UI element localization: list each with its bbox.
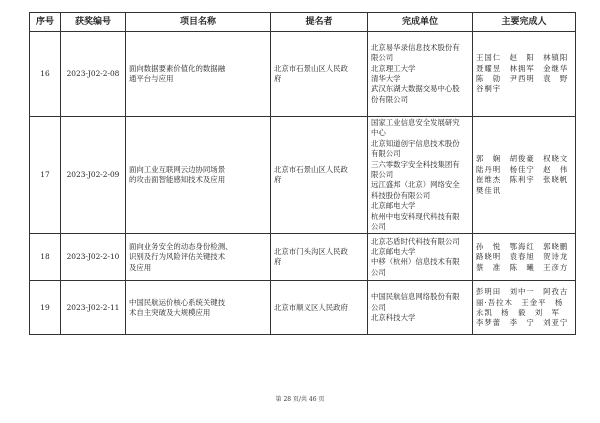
unit-cell-line: 有限公司 — [371, 149, 401, 159]
unit-cell-line: 科技股份有限公司 — [371, 190, 431, 200]
award-no-cell: 2023-J02-2-10 — [61, 234, 126, 281]
contributors-cell-line: 崔维杰 陈利宇 张晓帆 — [476, 175, 569, 185]
unit-cell-line: 北京理工大学 — [371, 63, 416, 73]
header-nominator: 提名者 — [271, 13, 368, 32]
unit-cell-line: 武汉东湖大数据交易中心股 — [371, 84, 460, 94]
nominator-cell-line: 北京市石景山区人民政 — [274, 164, 348, 174]
header-completing-unit: 完成单位 — [368, 13, 473, 32]
unit-cell-line: 公司 — [371, 222, 386, 232]
table-row — [30, 281, 576, 335]
nominator-cell-line: 府 — [274, 257, 282, 267]
contributors-cell — [473, 281, 576, 335]
unit-cell — [368, 117, 473, 234]
unit-cell-line: 北京邮电大学 — [371, 247, 416, 257]
contributors-cell-line: 聂耀昱 林拥军 金继华 — [476, 63, 569, 73]
award-no-cell: 2023-J02-2-08 — [61, 32, 126, 117]
awards-table — [29, 12, 576, 335]
unit-cell-line: 清华大学 — [371, 74, 401, 83]
contributors-cell-line: 永凯 杨 毅 刘 军 — [476, 307, 560, 317]
project-name-cell — [126, 281, 271, 335]
project-name-cell-line: 面向工业互联网云边协同场景 — [129, 164, 226, 174]
header-main-contributors: 主要完成人 — [473, 13, 576, 32]
contributors-cell — [473, 32, 576, 117]
contributors-cell-line: 丽·吾拉木 王金平 杨 — [476, 297, 564, 307]
unit-cell-line: 中移（杭州）信息技术有限 — [371, 257, 460, 267]
contributors-cell-line: 陆丹明 杨佳宁 赵 伟 — [476, 164, 569, 174]
unit-cell-line: 杭州中电安科现代科技有限 — [371, 211, 460, 221]
unit-cell-line: 份有限公司 — [371, 94, 408, 104]
seq-cell: 16 — [30, 32, 61, 117]
unit-cell-line: 公司 — [371, 302, 386, 312]
award-no-cell: 2023-J02-2-11 — [61, 281, 126, 335]
page-footer: 第 28 页/共 46 页 — [275, 396, 325, 403]
project-name-cell-line: 通平台与应用 — [129, 74, 174, 83]
unit-cell-line: 国家工业信息安全发展研究 — [371, 118, 460, 127]
project-name-cell-line: 中国民航运价核心系统关键技 — [129, 297, 226, 307]
unit-cell-line: 远江盛邦（北京）网络安全 — [371, 180, 460, 190]
nominator-cell-line: 府 — [274, 74, 282, 83]
contributors-cell-line: 孙 悦 鄂海红 郭晓鹏 — [476, 241, 569, 251]
nominator-cell — [271, 117, 368, 234]
unit-cell-line: 北京科技大学 — [371, 313, 416, 323]
header-award-no: 获奖编号 — [61, 13, 126, 32]
nominator-cell-line: 府 — [274, 175, 282, 185]
unit-cell-line: 中心 — [371, 128, 386, 138]
nominator-cell-line: 北京市门头沟区人民政 — [274, 247, 348, 257]
contributors-cell-line: 樊佳讯 — [476, 185, 502, 195]
unit-cell — [368, 32, 473, 117]
unit-cell-line: 北京邮电大学 — [371, 201, 416, 211]
contributors-cell-line: 陈 勍 尹西明 袁 野 — [476, 74, 569, 83]
table-row — [30, 32, 576, 117]
project-name-cell-line: 及应用 — [129, 262, 152, 272]
unit-cell — [368, 281, 473, 335]
project-name-cell-line: 面向数据要素价值化的数据融 — [129, 63, 226, 73]
unit-cell-line: 限公司 — [371, 170, 394, 180]
contributors-cell-line: 蔡 准 陈 曦 王彦方 — [476, 262, 569, 272]
unit-cell — [368, 234, 473, 281]
nominator-cell — [271, 234, 368, 281]
project-name-cell-line: 面向业务安全的动态身份检测、 — [129, 241, 233, 251]
contributors-cell-line: 彭明田 刘中一 阿孜古 — [476, 287, 569, 297]
project-name-cell-line: 识别及行为风险评估关键技术 — [129, 252, 226, 262]
project-name-cell-line: 术自主突破及大规模应用 — [129, 307, 211, 317]
unit-cell-line: 三六零数字安全科技集团有 — [371, 159, 460, 169]
contributors-cell-line: 路晓明 袁春旭 贺诗龙 — [476, 252, 569, 262]
header-project-name: 项目名称 — [126, 13, 271, 32]
nominator-cell — [271, 32, 368, 117]
contributors-cell-line: 谷桐宇 — [476, 84, 502, 94]
unit-cell-line: 中国民航信息网络股份有限 — [371, 292, 460, 302]
award-no-cell: 2023-J02-2-09 — [61, 117, 126, 234]
unit-cell-line: 限公司 — [371, 53, 394, 63]
table-header-row — [30, 13, 576, 32]
project-name-cell — [126, 32, 271, 117]
project-name-cell — [126, 117, 271, 234]
header-seq: 序号 — [30, 13, 61, 32]
contributors-cell — [473, 117, 576, 234]
seq-cell: 19 — [30, 281, 61, 335]
contributors-cell-line: 李梦蕾 李 宁 刘亚宁 — [476, 318, 569, 328]
project-name-cell-line: 的攻击面智能感知技术及应用 — [129, 175, 226, 185]
unit-cell-line: 公司 — [371, 267, 386, 277]
unit-cell-line: 北京知道创宇信息技术股份 — [371, 138, 460, 148]
unit-cell-line: 北京芯盾时代科技有限公司 — [371, 236, 460, 246]
project-name-cell — [126, 234, 271, 281]
nominator-cell-line: 北京市石景山区人民政 — [274, 63, 348, 73]
contributors-cell-line: 郭 娴 胡俊豪 权晓文 — [476, 154, 569, 164]
contributors-cell — [473, 234, 576, 281]
nominator-cell-line: 北京市顺义区人民政府 — [274, 302, 348, 312]
seq-cell: 18 — [30, 234, 61, 281]
seq-cell: 17 — [30, 117, 61, 234]
table-row — [30, 234, 576, 281]
unit-cell-line: 北京易华录信息技术股份有 — [371, 42, 460, 52]
nominator-cell — [271, 281, 368, 335]
table-row — [30, 117, 576, 234]
contributors-cell-line: 王国仁 赵 阳 林镇阳 — [476, 53, 569, 63]
